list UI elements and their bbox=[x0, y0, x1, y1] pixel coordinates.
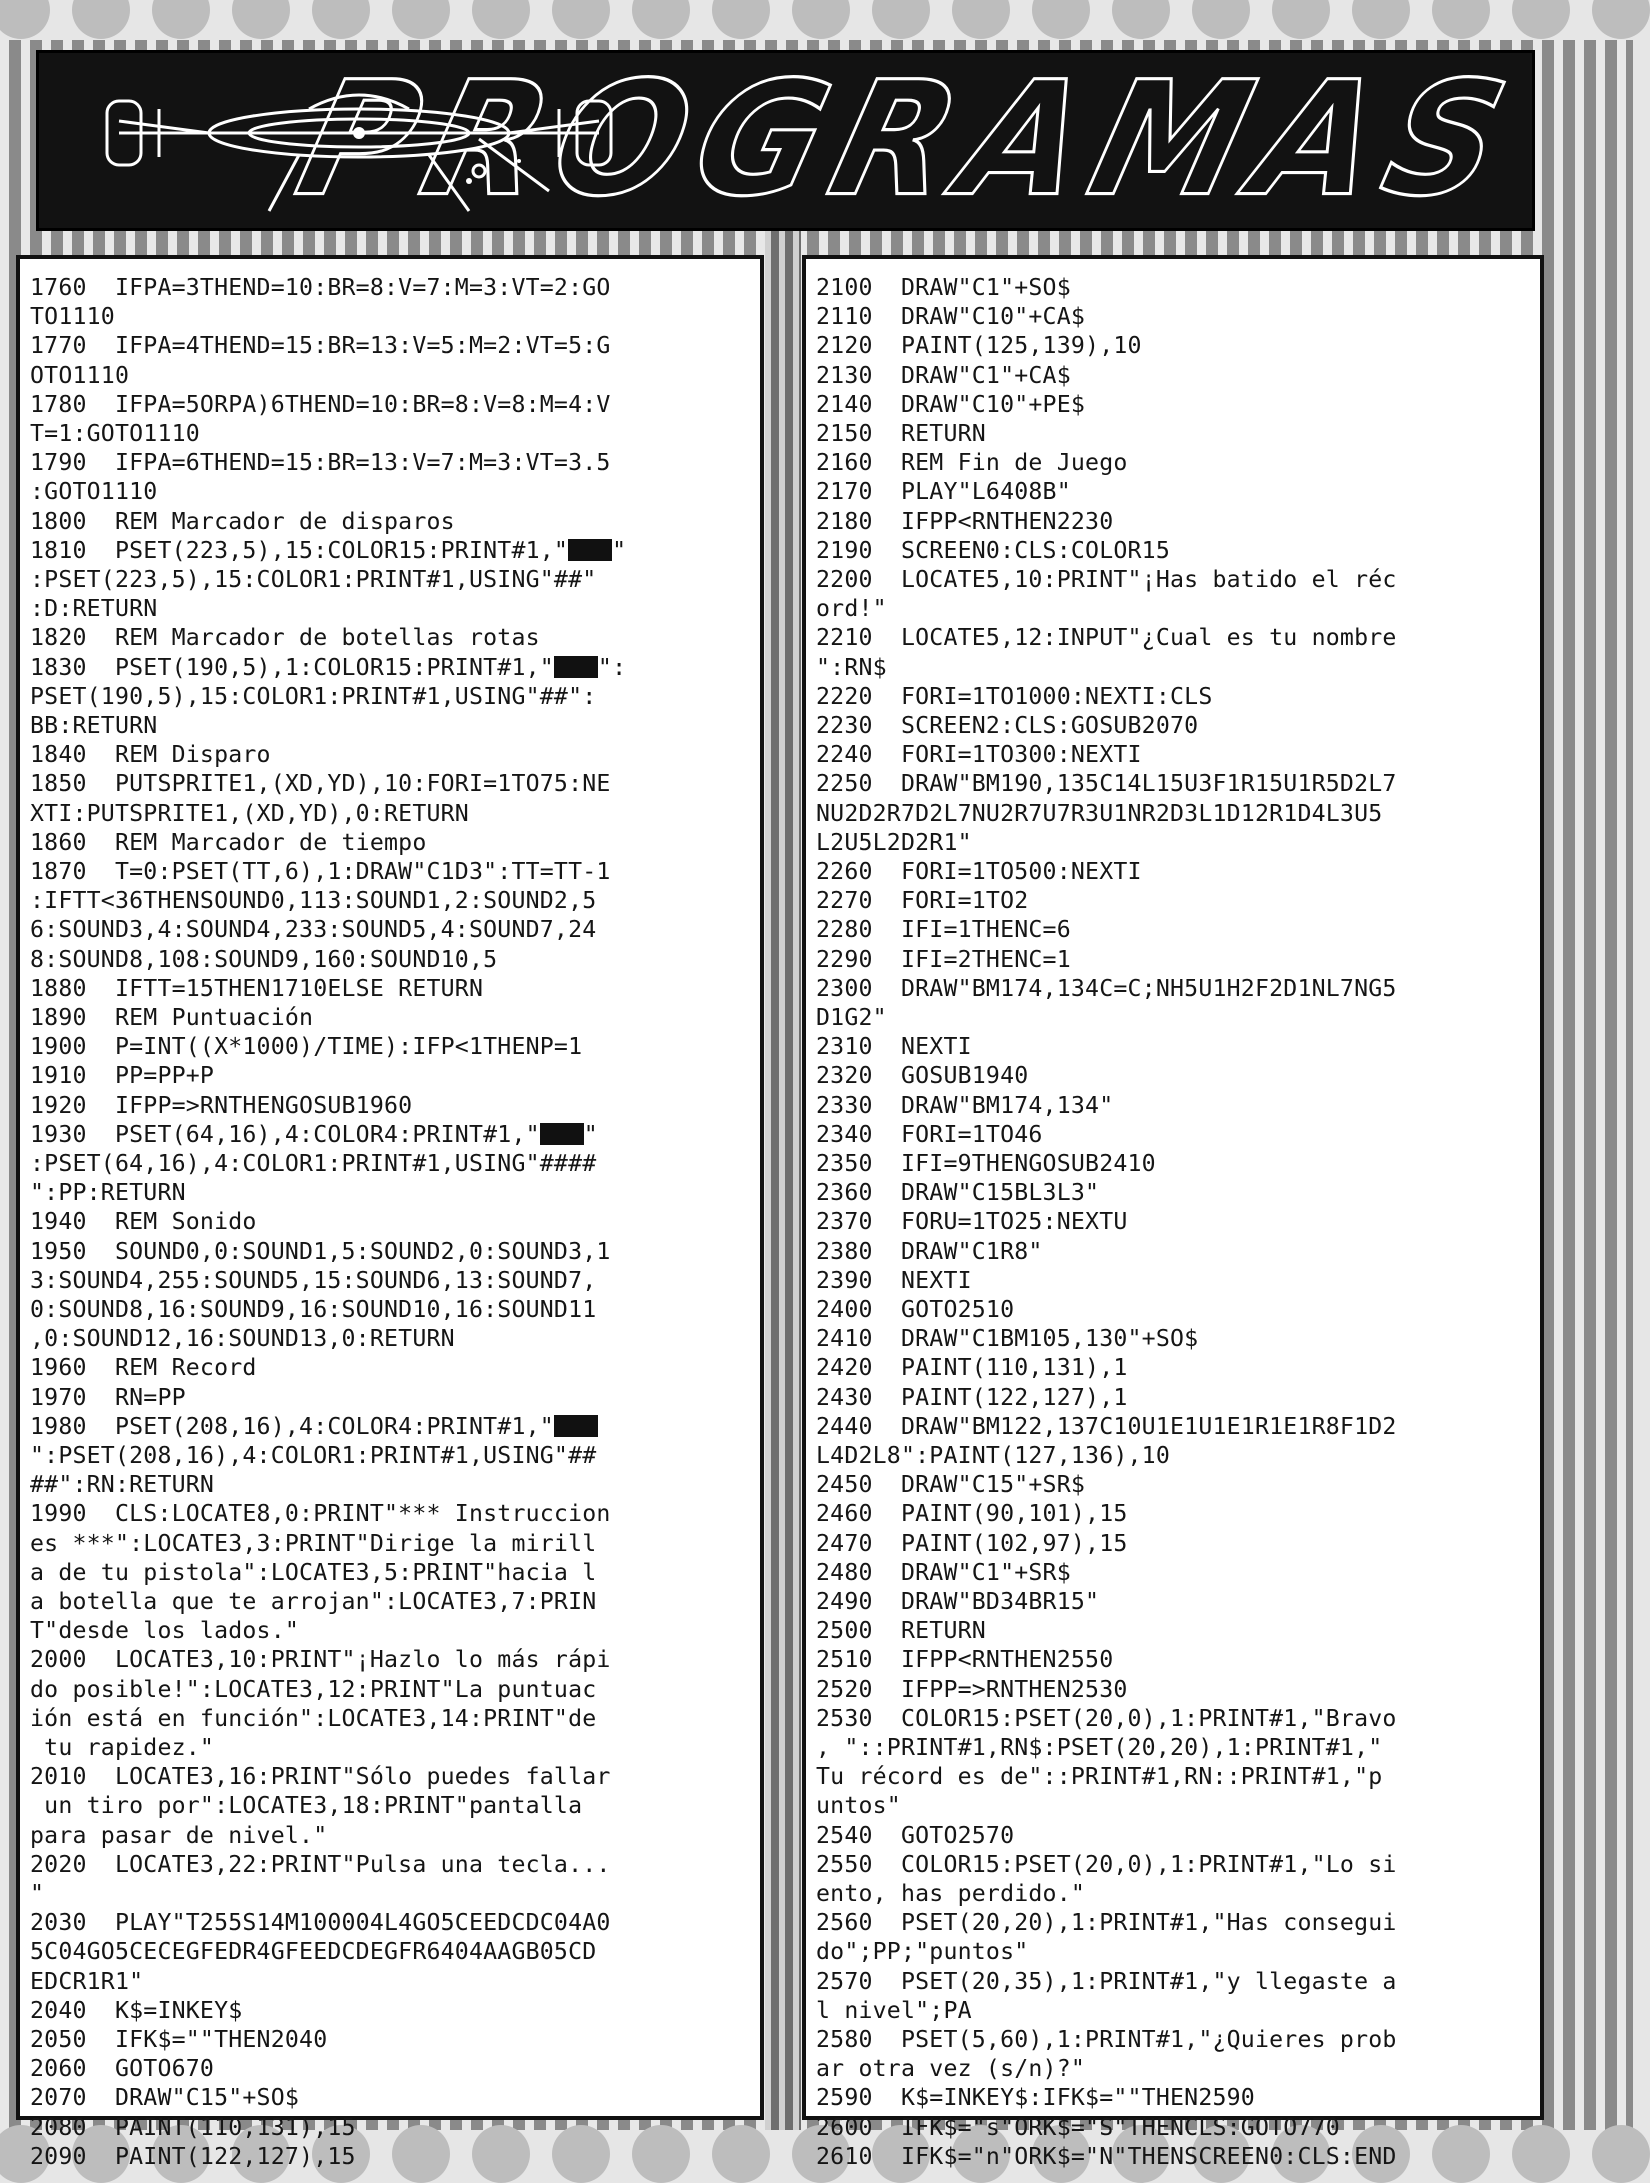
border-dot bbox=[472, 0, 530, 39]
code-line: untos" bbox=[816, 1792, 901, 1820]
code-line: OTO1110 bbox=[30, 361, 130, 389]
code-line: 2420 PAINT(110,131),1 bbox=[816, 1354, 1128, 1382]
code-line: 2050 IFK$=""THEN2040 bbox=[30, 2026, 328, 2053]
code-line: 2490 DRAW"BD34BR15" bbox=[816, 1588, 1100, 1615]
code-line: 2060 GOTO670 bbox=[30, 2055, 215, 2083]
code-line: 2070 DRAW"C15"+SO$ bbox=[30, 2084, 300, 2112]
header-banner bbox=[36, 50, 1535, 231]
code-line: 2210 LOCATE5,12:INPUT"¿Cual es tu nombre bbox=[816, 624, 1397, 652]
code-line: NU2D2R7D2L7NU2R7U7R3U1NR2D3L1D12R1D4L3U5 bbox=[816, 799, 1383, 827]
border-dot bbox=[152, 0, 210, 39]
border-dot bbox=[232, 0, 290, 39]
code-line: 2020 LOCATE3,22:PRINT"Pulsa una tecla... bbox=[30, 1850, 611, 1878]
code-line: 1950 SOUND0,0:SOUND1,5:SOUND2,0:SOUND3,1 bbox=[30, 1237, 611, 1265]
code-line: 2150 RETURN bbox=[816, 420, 986, 447]
code-line: 2330 DRAW"BM174,134" bbox=[816, 1091, 1114, 1119]
code-line: :GOTO1110 bbox=[30, 478, 158, 506]
code-line: :PSET(223,5),15:COLOR1:PRINT#1,USING"##" bbox=[30, 566, 597, 593]
code-line: 1790 IFPA=6THEND=15:BR=13:V=7:M=3:VT=3.5 bbox=[30, 449, 611, 477]
code-line: 2550 COLOR15:PSET(20,0),1:PRINT#1,"Lo si bbox=[816, 1850, 1397, 1878]
code-line: 2500 RETURN bbox=[816, 1617, 986, 1645]
code-line: 2140 DRAW"C10"+PE$ bbox=[816, 390, 1086, 418]
code-line: 2360 DRAW"C15BL3L3" bbox=[816, 1179, 1100, 1207]
border-dot bbox=[552, 2125, 610, 2183]
code-line: 6:SOUND3,4:SOUND4,233:SOUND5,4:SOUND7,24 bbox=[30, 916, 597, 944]
border-dot bbox=[792, 0, 850, 39]
code-listing-left bbox=[16, 255, 764, 2170]
border-dot bbox=[1592, 0, 1650, 39]
code-line: 2180 IFPP<RNTHEN2230 bbox=[816, 507, 1114, 535]
code-line: a botella que te arrojan":LOCATE3,7:PRIN bbox=[30, 1588, 597, 1615]
code-line: 2320 GOSUB1940 bbox=[816, 1062, 1029, 1090]
code-line: 2100 DRAW"C1"+SO$ bbox=[816, 274, 1071, 301]
code-line: 2120 PAINT(125,139),10 bbox=[816, 332, 1142, 360]
border-dot bbox=[392, 2125, 450, 2183]
inverse-block-glyph bbox=[540, 1123, 584, 1145]
code-line: " bbox=[30, 1880, 45, 1907]
border-dot bbox=[312, 0, 370, 39]
code-line: 1880 IFTT=15THEN1710ELSE RETURN bbox=[30, 974, 484, 1002]
code-line: ar otra vez (s/n)?" bbox=[816, 2055, 1086, 2083]
code-line: 1860 REM Marcador de tiempo bbox=[30, 828, 427, 856]
code-line: 2110 DRAW"C10"+CA$ bbox=[816, 303, 1086, 331]
code-line: 2080 PAINT(110,131),15 bbox=[30, 2113, 356, 2141]
border-dot bbox=[72, 0, 130, 39]
code-line: 2350 IFI=9THENGOSUB2410 bbox=[816, 1150, 1156, 1177]
border-dot bbox=[872, 0, 930, 39]
code-line: 2370 FORU=1TO25:NEXTU bbox=[816, 1208, 1128, 1236]
code-line: 2410 DRAW"C1BM105,130"+SO$ bbox=[816, 1325, 1199, 1353]
code-line: 2200 LOCATE5,10:PRINT"¡Has batido el réc bbox=[816, 566, 1397, 593]
code-line: 1900 P=INT((X*1000)/TIME):IFP<1THENP=1 bbox=[30, 1033, 583, 1061]
code-line: 2580 PSET(5,60),1:PRINT#1,"¿Quieres prob bbox=[816, 2026, 1397, 2053]
code-line: 2450 DRAW"C15"+SR$ bbox=[816, 1471, 1086, 1499]
inverse-block-glyph bbox=[568, 539, 612, 561]
code-line: 2510 IFPP<RNTHEN2550 bbox=[816, 1646, 1114, 1674]
border-dot bbox=[1032, 0, 1090, 39]
code-line: 1920 IFPP=>RNTHENGOSUB1960 bbox=[30, 1091, 413, 1119]
code-line: 2170 PLAY"L6408B" bbox=[816, 478, 1071, 506]
code-line: 1820 REM Marcador de botellas rotas bbox=[30, 624, 540, 652]
code-line: para pasar de nivel." bbox=[30, 1821, 328, 1849]
code-line: :IFTT<36THENSOUND0,113:SOUND1,2:SOUND2,5 bbox=[30, 887, 597, 915]
code-line: Tu récord es de"::PRINT#1,RN::PRINT#1,"p bbox=[816, 1763, 1383, 1791]
code-line: 1800 REM Marcador de disparos bbox=[30, 507, 455, 535]
code-line: 2270 FORI=1TO2 bbox=[816, 887, 1029, 915]
code-line: , "::PRINT#1,RN$:PSET(20,20),1:PRINT#1," bbox=[816, 1734, 1383, 1761]
border-dot bbox=[1432, 0, 1490, 39]
code-listing-right bbox=[802, 255, 1544, 2170]
code-line: :PSET(64,16),4:COLOR1:PRINT#1,USING"#### bbox=[30, 1150, 597, 1177]
code-line: T"desde los lados." bbox=[30, 1617, 300, 1645]
code-line: 1850 PUTSPRITE1,(XD,YD),10:FORI=1TO75:NE bbox=[30, 770, 611, 798]
code-line: L4D2L8":PAINT(127,136),10 bbox=[816, 1442, 1171, 1469]
code-line: 1940 REM Sonido bbox=[30, 1208, 257, 1236]
code-line: 2300 DRAW"BM174,134C=C;NH5U1H2F2D1NL7NG5 bbox=[816, 974, 1397, 1002]
code-line: 2430 PAINT(122,127),1 bbox=[816, 1383, 1128, 1411]
code-line: 2590 K$=INKEY$:IFK$=""THEN2590 bbox=[816, 2084, 1255, 2112]
code-line: 2470 PAINT(102,97),15 bbox=[816, 1529, 1128, 1557]
code-line: TO1110 bbox=[30, 303, 115, 331]
code-line: L2U5L2D2R1" bbox=[816, 828, 972, 856]
code-line: 2530 COLOR15:PSET(20,0),1:PRINT#1,"Bravo bbox=[816, 1704, 1397, 1732]
code-line: 2240 FORI=1TO300:NEXTI bbox=[816, 741, 1142, 769]
code-line: 1930 PSET(64,16),4:COLOR4:PRINT#1," " bbox=[30, 1120, 598, 1148]
code-line: 2290 IFI=2THENC=1 bbox=[816, 945, 1071, 973]
code-line: 1780 IFPA=5ORPA)6THEND=10:BR=8:V=8:M=4:V bbox=[30, 390, 611, 418]
code-line: ##":RN:RETURN bbox=[30, 1471, 215, 1499]
center-divider-stripes bbox=[765, 225, 801, 2130]
code-line: ":RN$ bbox=[816, 653, 887, 681]
border-dot bbox=[0, 0, 50, 39]
code-line: 1970 RN=PP bbox=[30, 1383, 186, 1411]
code-line: EDCR1R1" bbox=[30, 1967, 144, 1995]
code-line: T=1:GOTO1110 bbox=[30, 420, 200, 447]
code-line: 1980 PSET(208,16),4:COLOR4:PRINT#1," bbox=[30, 1412, 598, 1441]
code-line: do";PP;"puntos" bbox=[816, 1938, 1029, 1966]
code-line: 2440 DRAW"BM122,137C10U1E1U1E1R1E1R8F1D2 bbox=[816, 1412, 1397, 1440]
code-line: 2230 SCREEN2:CLS:GOSUB2070 bbox=[816, 712, 1199, 739]
code-line: 8:SOUND8,108:SOUND9,160:SOUND10,5 bbox=[30, 945, 498, 973]
code-line: PSET(190,5),15:COLOR1:PRINT#1,USING"##": bbox=[30, 682, 597, 710]
code-line: 1760 IFPA=3THEND=10:BR=8:V=7:M=3:VT=2:GO bbox=[30, 274, 611, 301]
code-line: 1840 REM Disparo bbox=[30, 741, 271, 769]
code-line: 2400 GOTO2510 bbox=[816, 1296, 1015, 1323]
code-line: 1770 IFPA=4THEND=15:BR=13:V=5:M=2:VT=5:G bbox=[30, 332, 611, 360]
code-line: 2040 K$=INKEY$ bbox=[30, 1996, 243, 2024]
border-dot bbox=[632, 2125, 690, 2183]
border-dot bbox=[1432, 2125, 1490, 2183]
code-line: 2000 LOCATE3,10:PRINT"¡Hazlo lo más rápi bbox=[30, 1646, 611, 1674]
code-line: 2380 DRAW"C1R8" bbox=[816, 1237, 1043, 1265]
code-line: 2010 LOCATE3,16:PRINT"Sólo puedes fallar bbox=[30, 1763, 611, 1791]
code-line: ":PSET(208,16),4:COLOR1:PRINT#1,USING"## bbox=[30, 1442, 597, 1469]
code-line: :D:RETURN bbox=[30, 595, 158, 623]
code-line: ión está en función":LOCATE3,14:PRINT"de bbox=[30, 1704, 597, 1732]
code-line: 2570 PSET(20,35),1:PRINT#1,"y llegaste a bbox=[816, 1967, 1397, 1995]
code-line: ento, has perdido." bbox=[816, 1880, 1086, 1907]
border-dot bbox=[712, 0, 770, 39]
code-line: 2480 DRAW"C1"+SR$ bbox=[816, 1558, 1071, 1586]
code-line: 2540 GOTO2570 bbox=[816, 1821, 1015, 1849]
code-line: tu rapidez." bbox=[30, 1734, 215, 1761]
code-line: XTI:PUTSPRITE1,(XD,YD),0:RETURN bbox=[30, 799, 469, 827]
border-dot bbox=[1512, 2125, 1570, 2183]
code-line: 1910 PP=PP+P bbox=[30, 1062, 215, 1090]
code-line: 1810 PSET(223,5),15:COLOR15:PRINT#1," " bbox=[30, 536, 627, 564]
border-dot bbox=[552, 0, 610, 39]
code-line: BB:RETURN bbox=[30, 712, 158, 739]
code-line: 2090 PAINT(122,127),15 bbox=[30, 2142, 356, 2170]
border-dot bbox=[392, 0, 450, 39]
code-line: 2250 DRAW"BM190,135C14L15U3F1R15U1R5D2L7 bbox=[816, 770, 1397, 798]
border-dot bbox=[1272, 0, 1330, 39]
inverse-block-glyph bbox=[554, 1415, 598, 1437]
code-line: 2280 IFI=1THENC=6 bbox=[816, 916, 1071, 944]
border-dot bbox=[712, 2125, 770, 2183]
code-line: 2390 NEXTI bbox=[816, 1266, 972, 1294]
border-dot bbox=[632, 0, 690, 39]
code-line: 1960 REM Record bbox=[30, 1354, 257, 1382]
code-line: l nivel";PA bbox=[816, 1996, 972, 2024]
code-line: 2310 NEXTI bbox=[816, 1033, 972, 1061]
code-line: 2030 PLAY"T255S14M100004L4GO5CEEDCDC04A0 bbox=[30, 1909, 611, 1937]
code-line: 0:SOUND8,16:SOUND9,16:SOUND10,16:SOUND11 bbox=[30, 1296, 597, 1323]
code-line: D1G2" bbox=[816, 1004, 887, 1031]
code-line: ,0:SOUND12,16:SOUND13,0:RETURN bbox=[30, 1325, 455, 1353]
code-line: 1830 PSET(190,5),1:COLOR15:PRINT#1," ": bbox=[30, 653, 627, 681]
code-line: 3:SOUND4,255:SOUND5,15:SOUND6,13:SOUND7, bbox=[30, 1266, 597, 1294]
code-line: 2160 REM Fin de Juego bbox=[816, 449, 1128, 477]
code-line: 2600 IFK$="s"ORK$="S"THENCLS:GOTO770 bbox=[816, 2113, 1340, 2141]
code-line: 5C04GO5CECEGFEDR4GFEEDCDEGFR6404AAGB05CD bbox=[30, 1938, 597, 1966]
code-line: 2340 FORI=1TO46 bbox=[816, 1120, 1043, 1148]
border-dot bbox=[1352, 0, 1410, 39]
code-line: 2560 PSET(20,20),1:PRINT#1,"Has consegui bbox=[816, 1909, 1397, 1937]
code-line: 2130 DRAW"C1"+CA$ bbox=[816, 361, 1071, 389]
border-dot bbox=[472, 2125, 530, 2183]
border-dot bbox=[1192, 0, 1250, 39]
code-line: a de tu pistola":LOCATE3,5:PRINT"hacia l bbox=[30, 1558, 597, 1586]
code-line: 2520 IFPP=>RNTHEN2530 bbox=[816, 1675, 1128, 1703]
code-line: do posible!":LOCATE3,12:PRINT"La puntuac bbox=[30, 1675, 597, 1703]
border-dot bbox=[1592, 2125, 1650, 2183]
code-line: un tiro por":LOCATE3,18:PRINT"pantalla bbox=[30, 1792, 583, 1820]
code-line: es ***":LOCATE3,3:PRINT"Dirige la mirill bbox=[30, 1529, 597, 1557]
code-line: 2610 IFK$="n"ORK$="N"THENSCREEN0:CLS:END bbox=[816, 2142, 1397, 2170]
code-line: 2460 PAINT(90,101),15 bbox=[816, 1500, 1128, 1528]
border-dot bbox=[1512, 0, 1570, 39]
border-dot bbox=[952, 0, 1010, 39]
code-line: 1890 REM Puntuación bbox=[30, 1004, 314, 1031]
top-dot-border bbox=[0, 0, 1633, 34]
banner-title: PROGRAMAS bbox=[282, 48, 1535, 232]
code-line: 2260 FORI=1TO500:NEXTI bbox=[816, 858, 1142, 885]
code-line: 1990 CLS:LOCATE8,0:PRINT"*** Instruccion bbox=[30, 1500, 611, 1528]
border-dot bbox=[1112, 0, 1170, 39]
code-line: 2190 SCREEN0:CLS:COLOR15 bbox=[816, 536, 1171, 564]
code-line: ord!" bbox=[816, 595, 887, 623]
code-line: ":PP:RETURN bbox=[30, 1179, 186, 1207]
code-line: 2220 FORI=1TO1000:NEXTI:CLS bbox=[816, 682, 1213, 710]
inverse-block-glyph bbox=[554, 656, 598, 678]
code-line: 1870 T=0:PSET(TT,6),1:DRAW"C1D3":TT=TT-1 bbox=[30, 858, 611, 885]
